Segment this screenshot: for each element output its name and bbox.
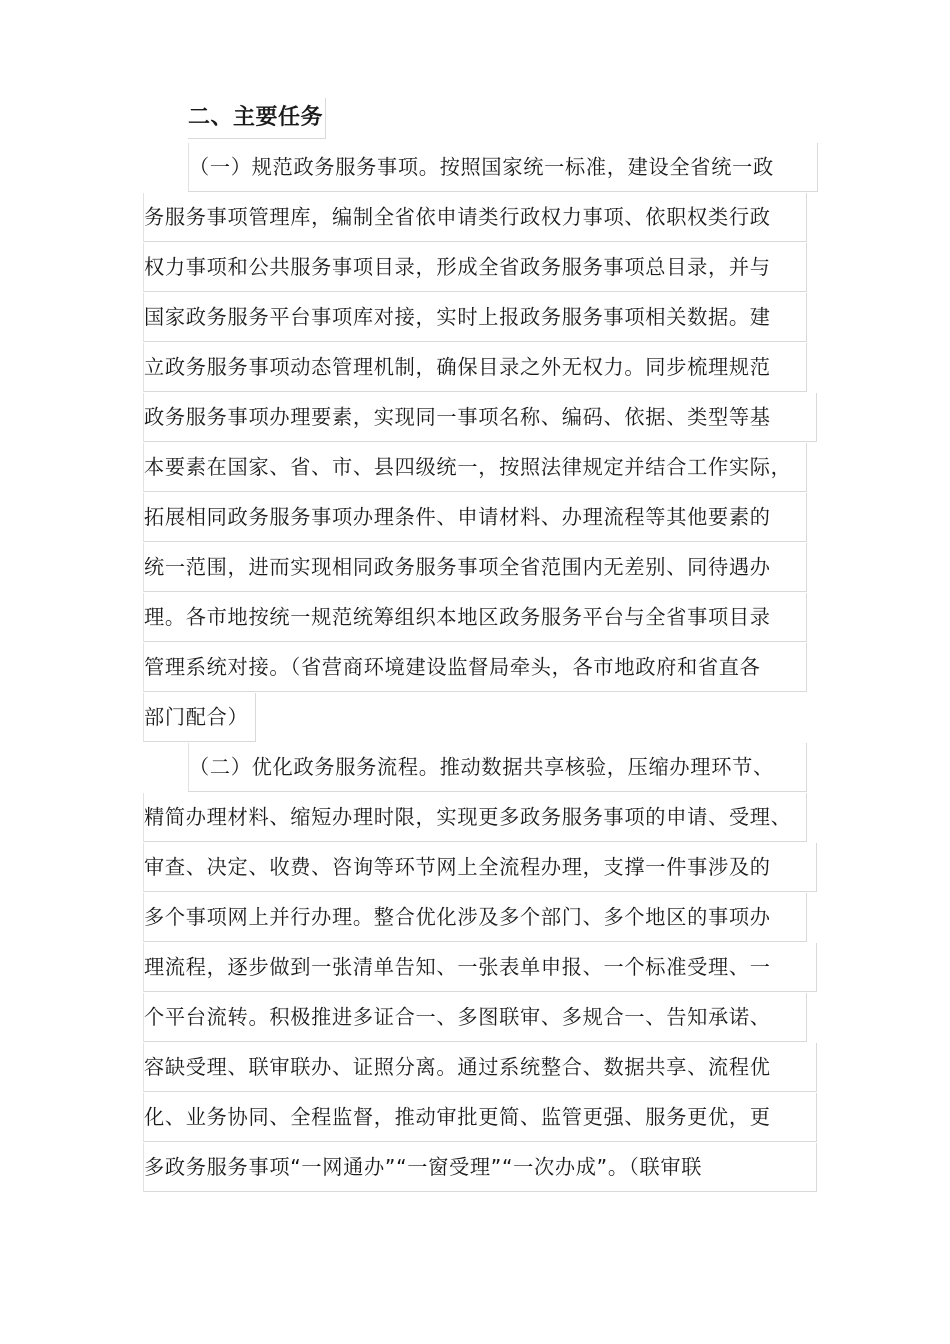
text-line: 管理系统对接。（省营商环境建设监督局牵头，各市地政府和省直各 (143, 643, 807, 692)
text-line: （二）优化政务服务流程。推动数据共享核验，压缩办理环节、 (188, 743, 807, 792)
section-heading: 二、主要任务 (188, 98, 326, 139)
text-line: 务服务事项管理库，编制全省依申请类行政权力事项、依职权类行政 (143, 193, 807, 242)
text-line: 本要素在国家、省、市、县四级统一，按照法律规定并结合工作实际， (143, 443, 807, 492)
text-line: 政务服务事项办理要素，实现同一事项名称、编码、依据、类型等基 (143, 393, 817, 442)
text-line: 拓展相同政务服务事项办理条件、申请材料、办理流程等其他要素的 (143, 493, 807, 542)
text-line: （一）规范政务服务事项。按照国家统一标准，建设全省统一政 (188, 143, 818, 192)
text-line: 多政务服务事项“一网通办”“一窗受理”“一次办成”。（联审联 (143, 1143, 817, 1192)
text-line: 权力事项和公共服务事项目录，形成全省政务服务事项总目录，并与 (143, 243, 807, 292)
text-line: 审查、决定、收费、咨询等环节网上全流程办理，支撑一件事涉及的 (143, 843, 817, 892)
text-line: 国家政务服务平台事项库对接，实时上报政务服务事项相关数据。建 (143, 293, 807, 342)
text-line: 理流程，逐步做到一张清单告知、一张表单申报、一个标准受理、一 (143, 943, 817, 992)
text-line: 理。各市地按统一规范统筹组织本地区政务服务平台与全省事项目录 (143, 593, 807, 642)
text-line: 化、业务协同、全程监督，推动审批更简、监管更强、服务更优，更 (143, 1093, 817, 1142)
text-line: 多个事项网上并行办理。整合优化涉及多个部门、多个地区的事项办 (143, 893, 807, 942)
text-line: 个平台流转。积极推进多证合一、多图联审、多规合一、告知承诺、 (143, 993, 807, 1042)
text-line: 部门配合） (143, 693, 256, 742)
text-line: 容缺受理、联审联办、证照分离。通过系统整合、数据共享、流程优 (143, 1043, 817, 1092)
text-line: 统一范围，进而实现相同政务服务事项全省范围内无差别、同待遇办 (143, 543, 807, 592)
text-line: 精简办理材料、缩短办理时限，实现更多政务服务事项的申请、受理、 (143, 793, 807, 842)
text-line: 立政务服务事项动态管理机制，确保目录之外无权力。同步梳理规范 (143, 343, 807, 392)
